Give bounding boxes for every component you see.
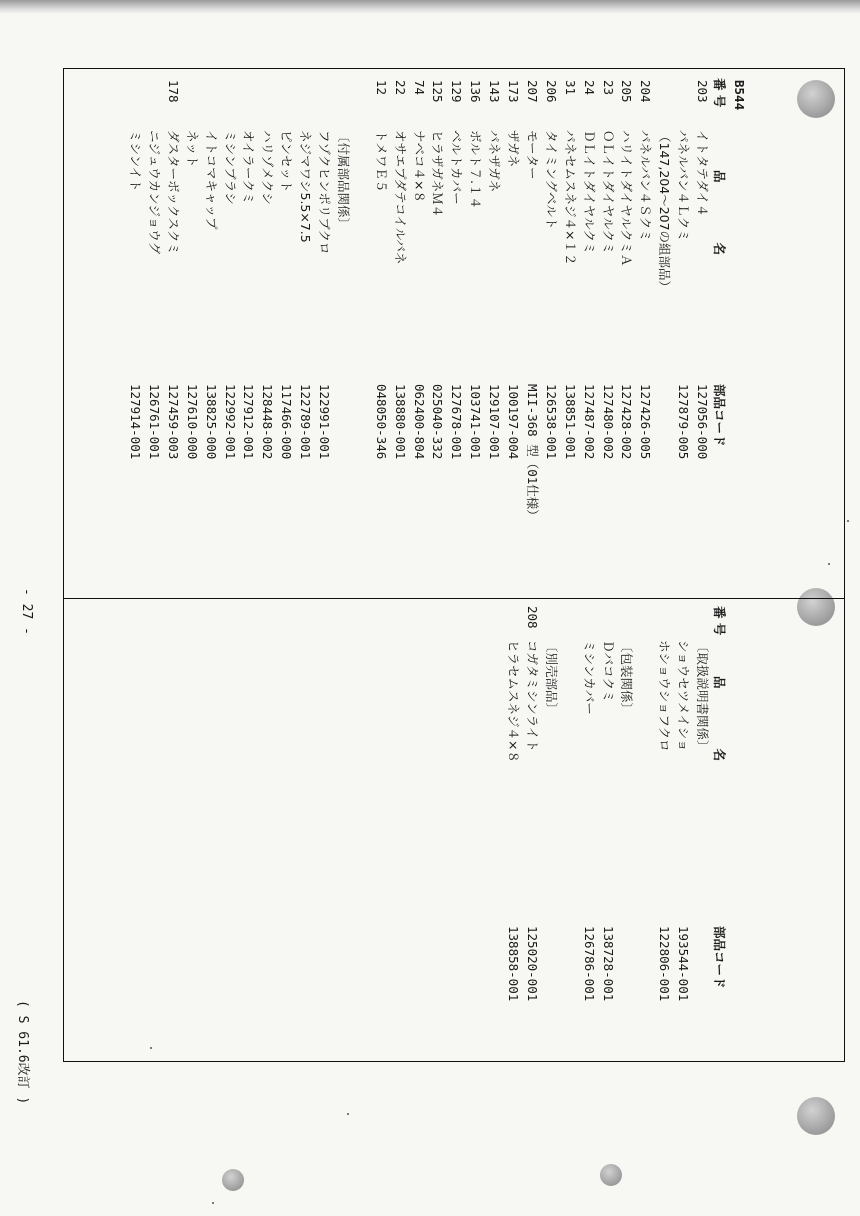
row-code: 126786-001 xyxy=(581,926,597,1002)
row-code: 103741-001 xyxy=(468,384,484,460)
row-name: ミシンカバー xyxy=(581,640,597,715)
row-code: 128448-002 xyxy=(260,384,276,460)
row-name: Ｄバコクミ xyxy=(600,640,616,703)
row-code: 117466-000 xyxy=(279,384,295,460)
row-name: オイラークミ xyxy=(241,130,257,205)
row-code: 193544-001 xyxy=(676,926,692,1002)
row-number: 31 xyxy=(562,80,578,96)
row-number: 208 xyxy=(524,606,540,629)
table-divider xyxy=(63,598,845,599)
row-code: 122806-001 xyxy=(657,926,673,1002)
row-number: 22 xyxy=(392,80,408,96)
row-name: イトタテダイ４ xyxy=(695,130,710,217)
row-code: 122789-001 xyxy=(298,384,314,460)
speck xyxy=(347,1113,349,1115)
right-header-name: 品 名 xyxy=(712,676,727,764)
row-name: パネルバン４Ｓクミ xyxy=(638,130,654,242)
row-code: 122991-001 xyxy=(317,384,332,460)
row-code: 138851-001 xyxy=(562,384,578,460)
row-number: 205 xyxy=(619,80,635,103)
row-number: 24 xyxy=(581,80,597,96)
row-number: 173 xyxy=(506,80,521,103)
row-name: ナベコ４×８ xyxy=(411,130,427,203)
left-header-name: 品 名 xyxy=(712,170,727,258)
row-code: 127426-005 xyxy=(638,384,654,460)
row-name: オサエプダテコイルバネ xyxy=(392,130,408,265)
row-code: 127056-000 xyxy=(695,384,710,460)
row-name: ショウセツメイショ xyxy=(676,640,692,752)
row-code: 127428-002 xyxy=(619,384,635,460)
row-name: フゾクヒンポリブクロ xyxy=(317,130,332,255)
row-name: ホショウショフクロ xyxy=(657,640,673,752)
speck xyxy=(212,1202,214,1204)
row-code: 100197-004 xyxy=(506,384,521,460)
binder-hole-bottom-center xyxy=(600,1164,622,1186)
row-number: 206 xyxy=(543,80,559,103)
row-name: ミシンブラシ xyxy=(222,130,238,205)
row-code: 127879-005 xyxy=(676,384,692,460)
right-header-code: 部品コード xyxy=(712,926,727,989)
binder-hole-bottom-right xyxy=(797,1097,835,1135)
row-name: パネルバン４Ｌクミ xyxy=(676,130,692,242)
row-code: 127480-002 xyxy=(600,384,616,460)
row-code: MII-368 型（01仕様） xyxy=(524,384,540,522)
row-name: ニジュウカンジョウグ xyxy=(146,130,162,255)
row-name: ＤＬイトダイヤルクミ xyxy=(581,130,597,255)
row-name: ダスターボックスクミ xyxy=(165,130,181,255)
row-number: 178 xyxy=(165,80,181,103)
row-number: 129 xyxy=(449,80,465,103)
row-code: 122992-001 xyxy=(222,384,238,460)
row-code: 126538-001 xyxy=(543,384,559,460)
row-code: 127610-000 xyxy=(184,384,200,460)
row-name: パネセムスネジ４×１２ xyxy=(562,130,578,266)
row-code: 062400-804 xyxy=(411,384,427,460)
row-code: 138728-001 xyxy=(600,926,616,1002)
row-code: 138858-001 xyxy=(506,926,521,1002)
row-name: モーター xyxy=(524,130,540,180)
row-code: 048050-346 xyxy=(373,384,389,460)
speck xyxy=(847,520,849,522)
row-number: 143 xyxy=(487,80,503,103)
right-header-number: 番 号 xyxy=(712,606,727,636)
row-code: 138825-000 xyxy=(203,384,219,460)
left-header-number: 番 号 xyxy=(712,78,727,108)
row-name: ボルト７.１４ xyxy=(468,130,484,209)
speck xyxy=(150,1047,152,1049)
row-name: 〔付属部品関係〕 xyxy=(335,130,351,231)
row-name: 〔包装関係〕 xyxy=(619,640,635,716)
row-code: 125020-001 xyxy=(524,926,540,1002)
row-number: 12 xyxy=(373,80,389,96)
row-code: 138880-001 xyxy=(392,384,408,460)
row-name: タイミングベルト xyxy=(543,130,559,230)
row-number: 204 xyxy=(638,80,654,103)
left-header-code: 部品コード xyxy=(712,384,727,447)
page-number: - 27 - xyxy=(19,588,34,635)
row-name: ミシンイト xyxy=(128,130,143,192)
revision-note: ( S 61.6改訂 ) xyxy=(15,1000,30,1105)
row-name: ヒラセムスネジ４×８ xyxy=(506,640,521,763)
row-name: ベルトカバー xyxy=(449,130,465,205)
row-name: ハリゾメクシ xyxy=(260,130,276,205)
row-name: 〔別売部品〕 xyxy=(543,640,559,716)
row-code: 025040-332 xyxy=(430,384,446,460)
row-name: ネット xyxy=(184,130,200,168)
row-name: ＯＬイトダイヤルクミ xyxy=(600,130,616,255)
row-code: 127678-001 xyxy=(449,384,465,460)
row-number: 207 xyxy=(524,80,540,103)
row-number: 136 xyxy=(468,80,484,103)
row-code: 127487-002 xyxy=(581,384,597,460)
row-name: ネジマワシ5.5×7.5 xyxy=(298,130,314,243)
row-number: 203 xyxy=(695,80,710,103)
row-name: （147,204〜207の組部品） xyxy=(657,130,673,294)
row-name: パネザガネ xyxy=(487,130,503,193)
row-number: 23 xyxy=(600,80,616,96)
page-top-shadow xyxy=(0,0,860,14)
row-name: ハリイトダイヤルクミＡ xyxy=(619,130,635,267)
row-code: 127459-003 xyxy=(165,384,181,460)
row-name: ピンセット xyxy=(279,130,295,193)
row-name: イトコマキャップ xyxy=(203,130,219,230)
row-name: トメワＥ５ xyxy=(373,130,389,193)
row-code: 126761-001 xyxy=(146,384,162,460)
row-number: 125 xyxy=(430,80,446,103)
row-code: 129107-001 xyxy=(487,384,503,460)
row-name: コガタミシンライト xyxy=(524,640,540,752)
row-code: 127912-001 xyxy=(241,384,257,460)
speck xyxy=(828,563,830,565)
row-name: 〔取扱説明書関係〕 xyxy=(695,640,710,753)
binder-hole-bottom-left xyxy=(222,1169,244,1191)
doc-code: B544 xyxy=(732,80,747,111)
row-code: 127914-001 xyxy=(128,384,143,460)
row-name: ヒラザガネＭ４ xyxy=(430,130,446,218)
row-name: ザガネ xyxy=(506,130,521,168)
row-number: 74 xyxy=(411,80,427,96)
